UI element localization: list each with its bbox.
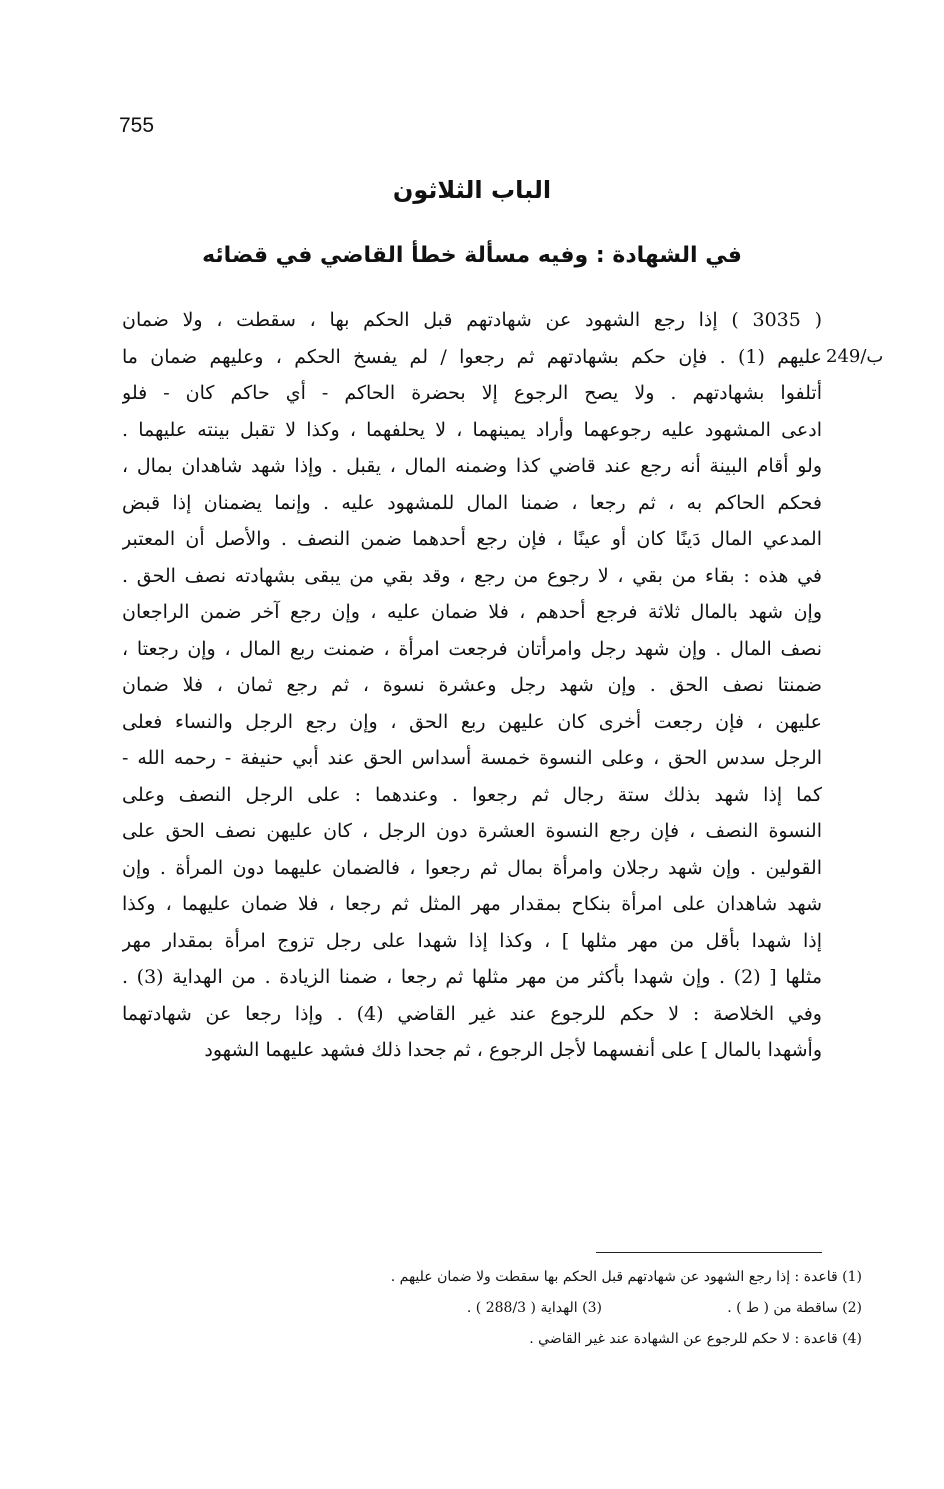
body-line: وفي الخلاصة : لا حكم للرجوع عند غير القاضي (4) . وإذا رجعا عن شهادتهما bbox=[122, 1002, 822, 1025]
body-text bbox=[122, 302, 822, 1069]
body-line: ( 3035 ) إذا رجع الشهود عن شهادتهم قبل الحكم بها ، سقطت ، ولا ضمان bbox=[122, 309, 822, 331]
body-line: مثلها [ (2) . وإن شهدا بأكثر من مهر مثلها ثم رجعا ، ضمنا الزيادة . من الهداية (3) . bbox=[122, 966, 822, 988]
body-line: المدعي المال دَينًا كان أو عينًا ، فإن رجع أحدهما ضمن النصف . والأصل أن المعتبر bbox=[122, 528, 822, 550]
body-line: ادعى المشهود عليه رجوعهما وأراد يمينهما ، لا يحلفهما ، وكذا لا تقبل بينته عليهما . bbox=[122, 418, 822, 441]
body-line: عليهم (1) . فإن حكم بشهادتهم ثم رجعوا / لم يفسخ الحكم ، وعليهم ضمان ما bbox=[122, 345, 822, 368]
footnote-2: (2) ساقطة من ( ط ) . bbox=[727, 1300, 862, 1316]
body-line: ضمنتا نصف الحق . وإن شهد رجل وعشرة نسوة ، ثم رجع ثمان ، فلا ضمان bbox=[122, 674, 822, 696]
page-number: 755 bbox=[119, 114, 155, 137]
body-line: عليهن ، فإن رجعت أخرى كان عليهن ربع الحق ، وإن رجع الرجل والنساء فعلى bbox=[122, 710, 822, 733]
body-line: وأشهدا بالمال ] على أنفسهما لأجل الرجوع ، ثم جحدا ذلك فشهد عليهما الشهود bbox=[204, 1039, 822, 1061]
body-line: الرجل سدس الحق ، وعلى النسوة خمسة أسداس الحق عند أبي حنيفة - رحمه الله - bbox=[122, 747, 822, 769]
body-line: ولو أقام البينة أنه رجع عند قاضي كذا وضمنه المال ، يقبل . وإذا شهد شاهدان بمال ، bbox=[122, 455, 822, 477]
body-line: النسوة النصف ، فإن رجع النسوة العشرة دون الرجل ، كان عليهن نصف الحق على bbox=[122, 820, 822, 842]
body-line: فحكم الحاكم به ، ثم رجعا ، ضمنا المال للمشهود عليه . وإنما يضمنان إذا قبض bbox=[122, 491, 822, 514]
body-line: شهد شاهدان على امرأة بنكاح بمقدار مهر المثل ثم رجعا ، فلا ضمان عليهما ، وكذا bbox=[122, 893, 822, 915]
footnote-3: (3) الهداية ( 288/3 ) . bbox=[466, 1300, 602, 1316]
body-line: في هذه : بقاء من بقي ، لا رجوع من رجع ، وقد بقي من يبقى بشهادته نصف الحق . bbox=[122, 564, 822, 587]
footnote-row-2-3 bbox=[122, 1293, 862, 1324]
footnote-4: (4) قاعدة : لا حكم للرجوع عن الشهادة عند غير القاضي . bbox=[529, 1331, 862, 1347]
footnote-1: (1) قاعدة : إذا رجع الشهود عن شهادتهم قبل الحكم بها سقطت ولا ضمان عليهم . bbox=[390, 1269, 862, 1285]
body-line: القولين . وإن شهد رجلان وامرأة بمال ثم رجعوا ، فالضمان عليهما دون المرأة . وإن bbox=[122, 856, 822, 879]
body-line: إذا شهدا بأقل من مهر مثلها ] ، وكذا إذا شهدا على رجل تزوج امرأة بمقدار مهر bbox=[122, 929, 822, 952]
chapter-title: الباب الثلاثون bbox=[392, 176, 552, 204]
footnote-divider bbox=[596, 1252, 822, 1253]
margin-folio-note: 249/ب bbox=[826, 346, 884, 367]
chapter-subtitle: في الشهادة : وفيه مسألة خطأ القاضي في قضائه bbox=[202, 243, 742, 268]
body-line: أتلفوا بشهادتهم . ولا يصح الرجوع إلا بحضرة الحاكم - أي حاكم كان - فلو bbox=[122, 382, 822, 404]
body-line: وإن شهد بالمال ثلاثة فرجع أحدهم ، فلا ضمان عليه ، وإن رجع آخر ضمن الراجعان bbox=[122, 601, 822, 623]
footnotes bbox=[122, 1262, 862, 1355]
body-line: نصف المال . وإن شهد رجل وامرأتان فرجعت امرأة ، ضمنت ربع المال ، وإن رجعتا ، bbox=[122, 637, 822, 660]
body-line: كما إذا شهد بذلك ستة رجال ثم رجعوا . وعندهما : على الرجل النصف وعلى bbox=[122, 783, 822, 806]
